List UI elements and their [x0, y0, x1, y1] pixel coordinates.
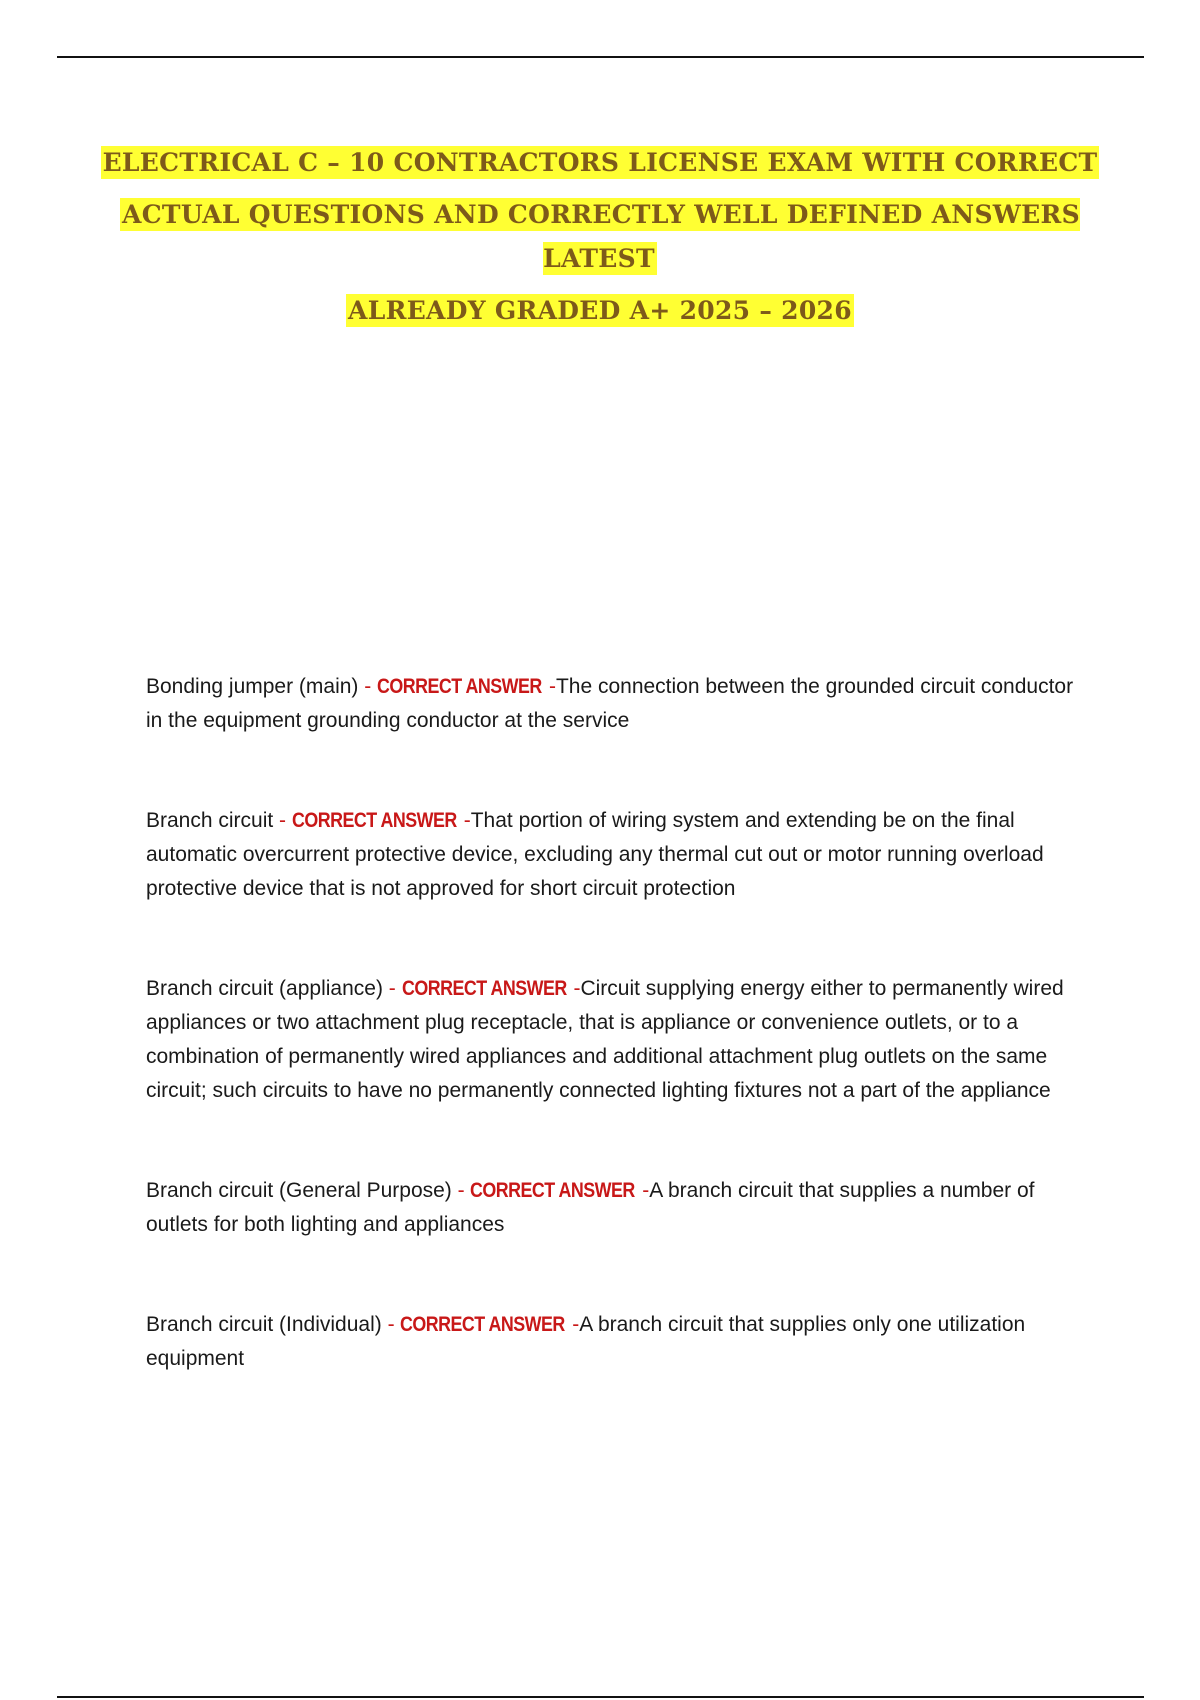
correct-answer-label: CORRECT ANSWER	[470, 1179, 636, 1202]
correct-answer-label: CORRECT ANSWER	[291, 809, 457, 832]
correct-answer-label: CORRECT ANSWER	[377, 675, 542, 698]
qa-definition: That portion of wiring system and extending be on the final automatic overcurrent protective device, excluding any thermal cut out or motor running overload protective device that is not approved for short circuit protection	[146, 809, 1044, 900]
document-title	[90, 143, 1110, 343]
bottom-rule	[57, 1696, 1144, 1698]
qa-item: Branch circuit (General Purpose) - CORRECT ANSWER -A branch circuit that supplies a number of outlets for both lighting and appliances	[146, 1174, 1091, 1242]
qa-item: Branch circuit (appliance) - CORRECT ANSWER -Circuit supplying energy either to permanently wired appliances or two attachment plug receptacle, that is appliance or convenience outlets, or to a combination of permanently wired appliances and additional attachment plug outlets on the same circuit; such circuits to have no permanently connected lighting fixtures not a part of the appliance	[146, 972, 1091, 1108]
qa-term: Branch circuit (General Purpose)	[146, 1179, 452, 1202]
correct-answer-label: CORRECT ANSWER	[400, 1313, 566, 1336]
qa-item: Bonding jumper (main) - CORRECT ANSWER -The connection between the grounded circuit conductor in the equipment grounding conductor at the service	[146, 670, 1091, 738]
qa-item: Branch circuit (Individual) - CORRECT ANSWER -A branch circuit that supplies only one utilization equipment	[146, 1308, 1091, 1376]
qa-list	[146, 670, 1091, 1376]
qa-definition: The connection between the grounded circuit conductor in the equipment grounding conductor at the service	[146, 675, 1074, 732]
qa-term: Branch circuit	[146, 809, 274, 832]
qa-definition: Circuit supplying energy either to permanently wired appliances or two attachment plug receptacle, that is appliance or convenience outlets, or to a combination of permanently wired appliances and additional attachment plug outlets on the same circuit; such circuits to have no permanently connected lighting fixtures not a part of the appliance	[146, 977, 1064, 1102]
top-rule	[57, 56, 1144, 58]
title-line: ALREADY GRADED A+ 2025 – 2026	[348, 296, 852, 325]
qa-term: Branch circuit (Individual)	[146, 1313, 382, 1336]
qa-item: Branch circuit - CORRECT ANSWER -That portion of wiring system and extending be on the final automatic overcurrent protective device, excluding any thermal cut out or motor running overload protective device that is not approved for short circuit protection	[146, 804, 1091, 906]
qa-term: Bonding jumper (main)	[146, 675, 359, 698]
qa-term: Branch circuit (appliance)	[146, 977, 383, 1000]
qa-definition: A branch circuit that supplies a number of outlets for both lighting and appliances	[146, 1179, 1035, 1236]
correct-answer-label: CORRECT ANSWER	[401, 977, 567, 1000]
qa-definition: A branch circuit that supplies only one utilization equipment	[146, 1313, 1026, 1370]
title-line: ACTUAL QUESTIONS AND CORRECTLY WELL DEFINED ANSWERS LATEST	[122, 200, 1080, 273]
title-line: ELECTRICAL C – 10 CONTRACTORS LICENSE EXAM WITH CORRECT	[102, 148, 1098, 177]
